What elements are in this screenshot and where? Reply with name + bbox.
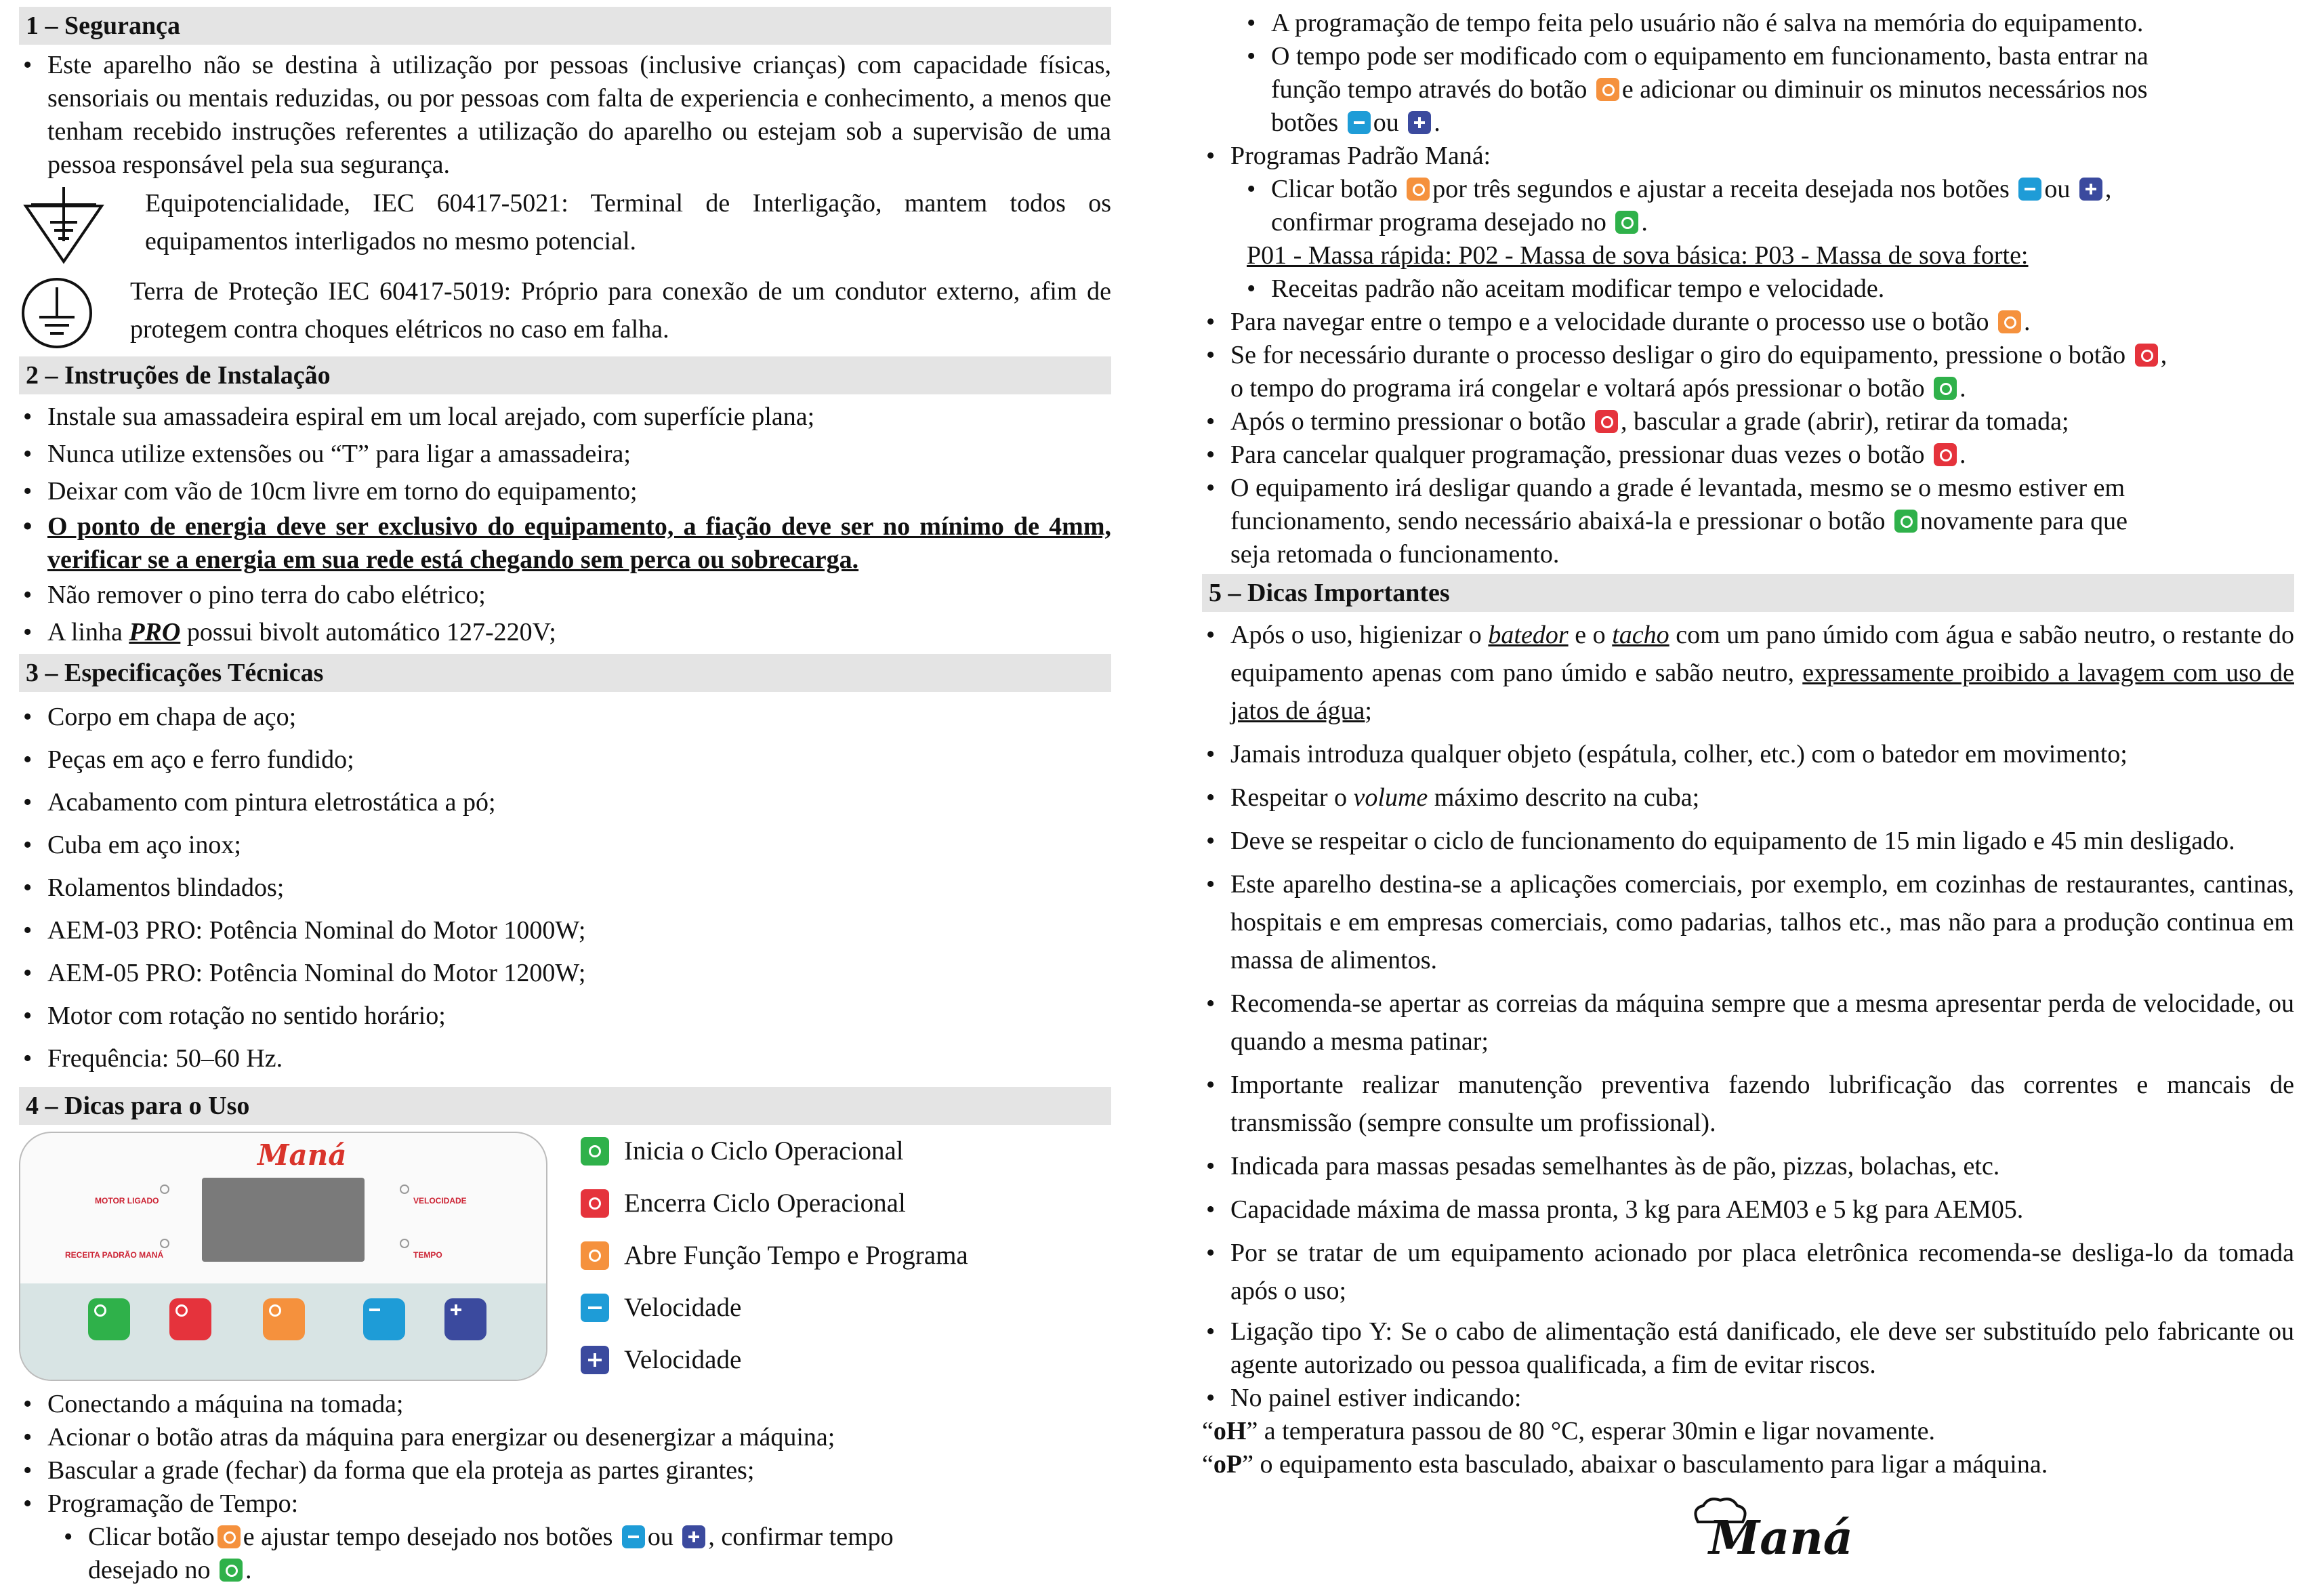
earth-text: Terra de Proteção IEC 60417-5019: Próprio para conexão de um condutor externo, afim de protegem contra choques elétricos no caso em falha. bbox=[130, 277, 1111, 344]
text: ou bbox=[2044, 175, 2071, 203]
receita-label: RECEITA PADRÃO MANÁ bbox=[65, 1250, 164, 1260]
panel-row bbox=[19, 1132, 1111, 1388]
text: A linha bbox=[47, 618, 129, 646]
legend-item bbox=[578, 1239, 968, 1291]
velocidade-label: VELOCIDADE bbox=[413, 1196, 467, 1205]
pro-label: PRO bbox=[129, 618, 181, 646]
text: “ bbox=[1202, 1417, 1213, 1445]
install-item bbox=[19, 614, 1111, 651]
text: , bbox=[2160, 341, 2167, 369]
text: e ajustar tempo desejado nos botões bbox=[243, 1523, 613, 1551]
install-item: • Nunca utilize extensões ou “T” para ligar a amassadeira; bbox=[19, 436, 1111, 473]
plus-icon bbox=[2079, 178, 2102, 201]
install-item: • Não remover o pino terra do cabo elétrico; bbox=[19, 577, 1111, 614]
tip-item: • Recomenda-se apertar as correias da máquina sempre que a mesma apresentar perda de velocidade, ou quando a mesma patinar; bbox=[1202, 985, 2294, 1060]
section-header-instalacao: 2 – Instruções de Instalação bbox=[19, 356, 1111, 394]
legend-label: Abre Função Tempo e Programa bbox=[624, 1241, 968, 1270]
panel-minus-button-icon bbox=[363, 1298, 405, 1340]
tip-item bbox=[1202, 779, 2294, 817]
text: Após o uso, higienizar o bbox=[1230, 621, 1489, 649]
usage-item: • Conectando a máquina na tomada; bbox=[19, 1388, 1111, 1421]
stop-icon bbox=[1934, 443, 1957, 466]
right-column bbox=[1202, 7, 2294, 1569]
minus-icon bbox=[581, 1294, 609, 1322]
text: por três segundos e ajustar a receita desejada nos botões bbox=[1432, 175, 2010, 203]
start-icon bbox=[1615, 211, 1638, 234]
text: O equipamento irá desligar quando a grade é levantada, mesmo se o mesmo estiver em bbox=[1230, 474, 2125, 502]
text: ou bbox=[1373, 108, 1399, 137]
spec-item: • Motor com rotação no sentido horário; bbox=[19, 995, 1111, 1037]
safety-item: • Este aparelho não se destina à utilização por pessoas (inclusive crianças) com capacidade físicas, sensoriais ou mentais reduzidas, ou por pessoas com falta de experiencia e conhecimento, a menos que tenham recebido instruções referentes a utilização do aparelho ou estejam sob a supervisão de uma pessoa responsável pela sua segurança. bbox=[19, 49, 1111, 182]
text: ou bbox=[647, 1523, 673, 1551]
usage-subitem: • A programação de tempo feita pelo usuário não é salva na memória do equipamento. bbox=[1202, 7, 2294, 40]
install-item-warning: • O ponto de energia deve ser exclusivo do equipamento, a fiação deve ser no mínimo de 4mm, verificar se a energia em sua rede está chegando sem perca ou sobrecarga. bbox=[19, 510, 1111, 577]
equipotential-text: Equipotencialidade, IEC 60417-5021: Terminal de Interligação, mantem todos os equipamentos interligados no mesmo potencial. bbox=[145, 189, 1111, 255]
panel-stop-button-icon bbox=[169, 1298, 211, 1340]
button-legend bbox=[578, 1132, 968, 1388]
text: Para navegar entre o tempo e a velocidade durante o processo use o botão bbox=[1230, 308, 1989, 336]
programs-subitem-cont bbox=[1202, 206, 2294, 239]
text: . bbox=[245, 1556, 252, 1584]
usage-subitem-cont bbox=[1202, 73, 2294, 106]
text: Clicar botão bbox=[1271, 175, 1398, 203]
panel-timer-button-icon bbox=[263, 1298, 305, 1340]
control-panel-illustration bbox=[19, 1132, 547, 1381]
usage-item-cont bbox=[1202, 372, 2294, 405]
tip-item: • Indicada para massas pesadas semelhantes às de pão, pizzas, bolachas, etc. bbox=[1202, 1147, 2294, 1185]
error-code-op bbox=[1202, 1448, 2294, 1481]
volume-term: volume bbox=[1353, 783, 1428, 812]
usage-item bbox=[1202, 438, 2294, 472]
tip-item: • Por se tratar de um equipamento acionado por placa eletrônica recomenda-se desliga-lo da tomada após o uso; bbox=[1202, 1234, 2294, 1310]
indicator-light bbox=[400, 1184, 409, 1194]
section-header-dicas-uso: 4 – Dicas para o Uso bbox=[19, 1087, 1111, 1125]
text: e o bbox=[1568, 621, 1613, 649]
left-column bbox=[19, 7, 1111, 1587]
usage-item: • Programação de Tempo: bbox=[19, 1487, 1111, 1521]
text: funcionamento, sendo necessário abaixá-la e pressionar o botão bbox=[1230, 507, 1886, 535]
text: Clicar botão bbox=[88, 1523, 215, 1551]
text: ; bbox=[1365, 697, 1372, 725]
text: . bbox=[2024, 308, 2031, 336]
programs-subitem bbox=[1202, 173, 2294, 206]
spec-item: • Acabamento com pintura eletrostática a pó; bbox=[19, 781, 1111, 824]
text: máximo descrito na cuba; bbox=[1428, 783, 1700, 812]
indicator-light bbox=[160, 1184, 169, 1194]
motor-ligado-label: MOTOR LIGADO bbox=[95, 1196, 159, 1205]
usage-item bbox=[1202, 339, 2294, 372]
legend-item bbox=[578, 1134, 968, 1187]
spec-item: • Cuba em aço inox; bbox=[19, 824, 1111, 867]
timer-icon bbox=[581, 1241, 609, 1270]
plus-icon bbox=[1408, 111, 1431, 134]
usage-item-cont: seja retomada o funcionamento. bbox=[1230, 540, 1560, 569]
plus-icon bbox=[682, 1525, 705, 1548]
text: função tempo através do botão bbox=[1271, 75, 1588, 104]
text: . bbox=[1434, 108, 1440, 137]
usage-subitem-cont bbox=[19, 1554, 1111, 1587]
text: ” o equipamento esta basculado, abaixar o basculamento para ligar a máquina. bbox=[1242, 1450, 2048, 1479]
start-icon bbox=[220, 1559, 243, 1582]
usage-item bbox=[1202, 472, 2294, 505]
spec-item: • Corpo em chapa de aço; bbox=[19, 696, 1111, 739]
text: ” a temperatura passou de 80 °C, esperar 30min e ligar novamente. bbox=[1246, 1417, 1935, 1445]
code: oH bbox=[1213, 1417, 1247, 1445]
usage-item bbox=[1202, 306, 2294, 339]
section-header-seguranca: 1 – Segurança bbox=[19, 7, 1111, 45]
code: oP bbox=[1213, 1450, 1243, 1479]
legend-label: Inicia o Ciclo Operacional bbox=[624, 1136, 904, 1166]
minus-icon bbox=[622, 1525, 645, 1548]
timer-icon bbox=[1407, 178, 1430, 201]
text: Se for necessário durante o processo desligar o giro do equipamento, pressione o botão bbox=[1230, 341, 2126, 369]
warning-text: expressamente proibido a lavagem com uso de jatos de água bbox=[1230, 659, 2294, 725]
timer-icon bbox=[1998, 310, 2021, 333]
text: Para cancelar qualquer programação, pressionar duas vezes o botão bbox=[1230, 440, 1925, 469]
stop-icon bbox=[581, 1189, 609, 1218]
indicator-light bbox=[400, 1239, 409, 1248]
text: novamente para que bbox=[1920, 507, 2128, 535]
equipotential-symbol-icon bbox=[19, 184, 108, 268]
program-list: P01 - Massa rápida: P02 - Massa de sova básica: P03 - Massa de sova forte: bbox=[1247, 241, 2029, 270]
tip-item: • Importante realizar manutenção preventiva fazendo lubrificação das correntes e mancais de transmissão (sempre consulte um profissional). bbox=[1202, 1066, 2294, 1142]
text: , confirmar tempo bbox=[708, 1523, 894, 1551]
start-icon bbox=[1894, 510, 1917, 533]
start-icon bbox=[581, 1137, 609, 1166]
text: o tempo do programa irá congelar e voltará após pressionar o botão bbox=[1230, 374, 1925, 403]
install-item: • Deixar com vão de 10cm livre em torno do equipamento; bbox=[19, 473, 1111, 510]
programs-item: • Programas Padrão Maná: bbox=[1202, 140, 2294, 173]
text: botões bbox=[1271, 108, 1339, 137]
text: . bbox=[1959, 440, 1966, 469]
legend-item bbox=[578, 1187, 968, 1239]
panel-logo: Maná bbox=[257, 1138, 347, 1172]
tip-item: • Capacidade máxima de massa pronta, 3 kg para AEM03 e 5 kg para AEM05. bbox=[1202, 1191, 2294, 1229]
legend-item bbox=[578, 1291, 968, 1343]
text: , bascular a grade (abrir), retirar da tomada; bbox=[1621, 407, 2069, 436]
timer-icon bbox=[217, 1525, 241, 1548]
text: , bbox=[2104, 175, 2112, 203]
text: “ bbox=[1202, 1450, 1213, 1479]
text: O tempo pode ser modificado com o equipamento em funcionamento, basta entrar na bbox=[1271, 42, 2149, 70]
text: . bbox=[1959, 374, 1966, 403]
spec-item: • Rolamentos blindados; bbox=[19, 867, 1111, 909]
text: com um pano úmido com água e sabão neutro, o restante do equipamento apenas com pano úmido e sabão neutro, bbox=[1230, 621, 2294, 687]
text: . bbox=[1641, 208, 1648, 236]
mana-logo: Maná bbox=[1709, 1511, 1853, 1565]
spec-item: • AEM-03 PRO: Potência Nominal do Motor 1000W; bbox=[19, 909, 1111, 952]
install-item: • Instale sua amassadeira espiral em um local arejado, com superfície plana; bbox=[19, 398, 1111, 436]
spec-item: • AEM-05 PRO: Potência Nominal do Motor 1200W; bbox=[19, 952, 1111, 995]
legend-label: Velocidade bbox=[624, 1345, 742, 1374]
display-screen bbox=[202, 1178, 365, 1262]
equipotential-row bbox=[19, 184, 1111, 268]
usage-item: • Bascular a grade (fechar) da forma que ela proteja as partes girantes; bbox=[19, 1454, 1111, 1487]
tip-item: • Deve se respeitar o ciclo de funcionamento do equipamento de 15 min ligado e 45 min desligado. bbox=[1202, 822, 2294, 860]
spec-item: • Peças em aço e ferro fundido; bbox=[19, 739, 1111, 781]
plus-icon bbox=[581, 1346, 609, 1374]
tempo-label: TEMPO bbox=[413, 1250, 442, 1260]
stop-icon bbox=[1595, 410, 1618, 433]
text: Respeitar o bbox=[1230, 783, 1354, 812]
section-header-especificacoes: 3 – Especificações Técnicas bbox=[19, 654, 1111, 692]
legend-label: Encerra Ciclo Operacional bbox=[624, 1189, 906, 1218]
text: e adicionar ou diminuir os minutos necessários nos bbox=[1621, 75, 2148, 104]
tip-item: • Este aparelho destina-se a aplicações comerciais, por exemplo, em cozinhas de restaurantes, cantinas, hospitais e em empresas comerciais, como padarias, talhos etc., mas não para a produção continua em massa de alimentos. bbox=[1202, 865, 2294, 979]
tips-list bbox=[1202, 616, 2294, 1310]
usage-subitem bbox=[1202, 40, 2294, 73]
usage-subitem-cont bbox=[1202, 106, 2294, 140]
text: possui bivolt automático 127-220V; bbox=[180, 618, 556, 646]
text: desejado no bbox=[88, 1556, 211, 1584]
indicator-light bbox=[160, 1239, 169, 1248]
programs-subitem: • Receitas padrão não aceitam modificar tempo e velocidade. bbox=[1202, 272, 2294, 306]
panel-plus-button-icon bbox=[444, 1298, 486, 1340]
panel-start-button-icon bbox=[88, 1298, 130, 1340]
usage-item: • Acionar o botão atras da máquina para energizar ou desenergizar a máquina; bbox=[19, 1421, 1111, 1454]
specs-list bbox=[19, 696, 1111, 1080]
timer-icon bbox=[1596, 78, 1619, 101]
usage-item-cont bbox=[1202, 505, 2294, 538]
usage-item bbox=[1202, 405, 2294, 438]
start-icon bbox=[1934, 377, 1957, 400]
text: Após o termino pressionar o botão bbox=[1230, 407, 1586, 436]
error-code-oh bbox=[1202, 1415, 2294, 1448]
usage-subitem bbox=[19, 1521, 1111, 1554]
earth-row bbox=[19, 272, 1111, 352]
tip-item bbox=[1202, 616, 2294, 730]
section-header-dicas-importantes: 5 – Dicas Importantes bbox=[1202, 574, 2294, 612]
minus-icon bbox=[2018, 178, 2041, 201]
batedor-term: batedor bbox=[1488, 621, 1569, 649]
tacho-term: tacho bbox=[1612, 621, 1669, 649]
tip-item: • No painel estiver indicando: bbox=[1202, 1382, 2294, 1415]
minus-icon bbox=[1348, 111, 1371, 134]
tip-item: • Ligação tipo Y: Se o cabo de alimentação está danificado, ele deve ser substituído pelo fabricante ou agente autorizado ou pessoa qualificada, a fim de evitar riscos. bbox=[1202, 1315, 2294, 1382]
footer-logo bbox=[1202, 1495, 2294, 1569]
stop-icon bbox=[2135, 344, 2158, 367]
tip-item: • Jamais introduza qualquer objeto (espátula, colher, etc.) com o batedor em movimento; bbox=[1202, 735, 2294, 773]
legend-label: Velocidade bbox=[624, 1293, 742, 1322]
protective-earth-symbol-icon bbox=[19, 272, 95, 352]
text: confirmar programa desejado no bbox=[1271, 208, 1606, 236]
spec-item: • Frequência: 50–60 Hz. bbox=[19, 1037, 1111, 1080]
